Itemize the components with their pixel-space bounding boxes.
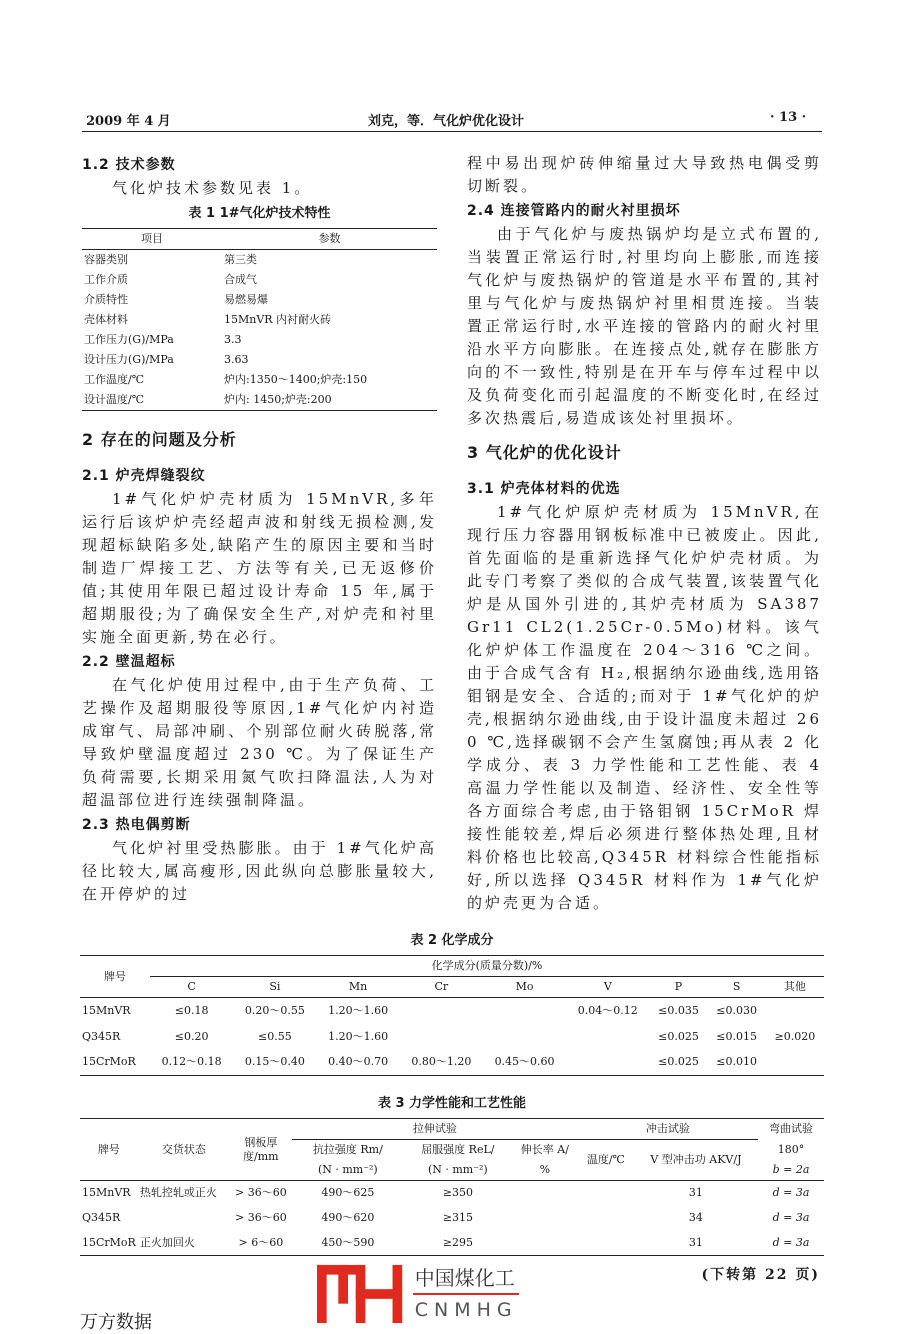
table3-tensile-header: 拉伸试验	[292, 1119, 578, 1140]
table1-cell: 易燃易爆	[224, 293, 268, 306]
section-1-2-heading: 1.2 技术参数	[82, 157, 176, 173]
table2-cell: 1.20～1.60	[328, 1029, 389, 1043]
table3-cell: 15MnVR	[82, 1186, 131, 1200]
table1-cell: 炉内: 1450;炉壳:200	[224, 393, 332, 406]
table3-rel-unit: (N · mm⁻²)	[427, 1163, 488, 1176]
table2-cell: ≤0.025	[658, 1055, 699, 1069]
table3-cell: > 6～60	[238, 1235, 284, 1249]
table3-thickness-header: 钢板厚度/mm	[230, 1119, 292, 1181]
table3-rel-header: 屈服强度 ReL/	[421, 1143, 495, 1156]
table2-cell	[766, 1050, 824, 1076]
table2-group-header: 化学成分(质量分数)/%	[150, 956, 824, 977]
table3-temp-header: 温度/℃	[578, 1140, 634, 1181]
table3-cell: 34	[688, 1211, 703, 1224]
table2-column-header: C	[187, 980, 196, 993]
table3-state-header: 交货状态	[138, 1119, 230, 1181]
section-2-2-heading: 2.2 壁温超标	[82, 654, 176, 670]
table3-a-header: 伸长率 A/	[520, 1143, 569, 1156]
table2-grade-header: 牌号	[80, 956, 150, 998]
section-2-3-heading: 2.3 热电偶剪断	[82, 817, 191, 833]
table2-cell: 0.15～0.40	[244, 1055, 305, 1069]
table2-cell: 0.40～0.70	[328, 1055, 389, 1069]
table2-cell: 1.20～1.60	[328, 1003, 389, 1017]
table3-cell: Q345R	[82, 1211, 121, 1224]
table2-cell	[766, 998, 824, 1024]
table3-cell	[512, 1206, 578, 1231]
table1-row	[82, 370, 437, 390]
section-3-1-text: 1#气化炉原炉壳材质为 15MnVR,在现行压力容器用钢板标准中已被废止。因此,首先面临的是重新选择气化炉炉壳材质。为此专门考察了类似的合成气装置,该装置气化炉是从国外引进的,其炉壳材质为 SA387 Gr11 CL2(1.25Cr-0.5Mo)材料。该气化炉炉体工作温度在 204～316 ℃之间。由于合成气含有 H₂,根据纳尔逊曲线,选用铬钼钢是安全、合适的;而对于 1#气化炉的炉壳,根据纳尔逊曲线,由于设计温度未超过 260 ℃,选择碳钢不会产生氢腐蚀;再从表 2 化学成分、表 3 力学性能和工艺性能、表 4 高温力学性能以及制造、经济性、安全性等各方面综合考虑,由于铬钼钢 15CrMoR 焊接性能较差,焊后必须进行整体热处理,且材料价格也比较高,Q345R 材料综合性能指标好,所以选择 Q345R 材料作为 1#气化炉的炉壳更为合适。	[467, 503, 822, 912]
table1-cell: 设计压力(G)/MPa	[84, 353, 174, 366]
section-1-2-text: 气化炉技术参数见表 1。	[112, 179, 313, 197]
table2-cell: 0.45～0.60	[494, 1055, 555, 1069]
watermark-en: CNMHG	[414, 1299, 518, 1321]
table3-a-unit: %	[539, 1163, 551, 1176]
section-2-1-text: 1#气化炉炉壳材质为 15MnVR,多年运行后该炉炉壳经超声波和射线无损检测,发现超标缺陷多处,缺陷产生的原因主要和当时制造厂焊接工艺、方法等有关,已无返修价值;其使用年限已超过设计寿命 15 年,属于超期服役;为了确保安全生产,对炉壳和衬里实施全面更新,势在必行。	[82, 490, 437, 646]
section-2-3-text: 气化炉衬里受热膨胀。由于 1#气化炉高径比较大,属高瘦形,因此纵向总膨胀量较大,在开停炉的过	[82, 839, 437, 903]
table3-row	[80, 1206, 824, 1231]
table3-cell	[512, 1181, 578, 1206]
table1-cell: 容器类别	[84, 253, 128, 266]
table3-cell: 正火加回火	[139, 1235, 195, 1249]
watermark-rule	[413, 1293, 519, 1295]
table3-cell: d = 3a	[772, 1235, 810, 1249]
table1-cell: 15MnVR 内衬耐火砖	[224, 313, 332, 326]
table-footer-row	[80, 1264, 824, 1334]
table3-cell: > 36～60	[234, 1186, 287, 1200]
table2-column-header: S	[732, 980, 741, 993]
table3-cell: ≥295	[442, 1235, 473, 1249]
table3-rm-unit: (N · mm⁻²)	[317, 1163, 378, 1176]
table2-cell	[483, 1024, 566, 1050]
table2-cell: ≤0.18	[174, 1003, 209, 1017]
table2-cell: ≤0.035	[658, 1003, 699, 1017]
table1-cell: 工作压力(G)/MPa	[84, 333, 174, 346]
table1-cell: 工作介质	[84, 273, 128, 286]
table1-cell: 炉内:1350～1400;炉壳:150	[224, 373, 368, 386]
table1-cell: 第三类	[224, 253, 257, 266]
watermark-logo	[317, 1264, 537, 1324]
table3-cell: 热轧控轧或正火	[139, 1186, 217, 1200]
table2-column-header: Mn	[348, 980, 368, 993]
left-column	[82, 152, 437, 906]
table3-cell: > 36～60	[234, 1211, 287, 1224]
table2-cell	[566, 1050, 649, 1076]
table2-column-header: 其他	[783, 980, 806, 993]
header-date: 2009 年 4 月	[86, 114, 171, 129]
table2-column-header: Si	[269, 980, 281, 993]
table2-column-header: Mo	[515, 980, 534, 993]
table2-column-header: Cr	[434, 980, 449, 993]
table2-cell	[566, 1024, 649, 1050]
table2-row	[80, 998, 824, 1024]
table1-cell: 3.3	[224, 333, 242, 346]
table1-header: 参数	[318, 232, 341, 245]
table3-cell: d = 3a	[772, 1186, 810, 1200]
table2-cell: ≥0.020	[774, 1029, 816, 1043]
section-3-1-heading: 3.1 炉壳体材料的优选	[467, 481, 621, 497]
table2-cell: ≤0.010	[716, 1055, 758, 1069]
table2-cell	[400, 998, 483, 1024]
table3-bend-b: b = 2a	[772, 1163, 810, 1176]
table2-cell: 0.12～0.18	[161, 1055, 222, 1069]
footer-wanfang: 万方数据	[80, 1312, 152, 1333]
table2-caption: 表 2 化学成分	[410, 933, 494, 948]
table2-cell: 15MnVR	[82, 1003, 131, 1017]
table3-cell: 490～625	[321, 1186, 375, 1200]
continued-note: (下转第 22 页)	[701, 1267, 820, 1283]
watermark-cn: 中国煤化工	[414, 1266, 515, 1290]
table2-cell	[483, 998, 566, 1024]
header-rule	[82, 131, 822, 132]
table3-cell: 450～590	[321, 1235, 375, 1249]
table3-cell: ≥315	[442, 1211, 473, 1224]
table3-grade-header: 牌号	[80, 1119, 138, 1181]
table3-bend-header: 弯曲试验	[769, 1122, 813, 1136]
table2-cell: ≤0.20	[174, 1029, 209, 1043]
table1-row	[82, 270, 437, 290]
table1-cell: 3.63	[224, 353, 249, 366]
table2-cell: 0.04～0.12	[577, 1003, 638, 1017]
table3-impact-header: 冲击试验	[578, 1119, 758, 1140]
table2-column-header: V	[603, 980, 612, 993]
table1-row	[82, 330, 437, 350]
table3-akv-header: V 型冲击功 AKV/J	[634, 1140, 758, 1181]
table3-caption: 表 3 力学性能和工艺性能	[377, 1096, 527, 1111]
table3-cell: 15CrMoR	[82, 1235, 136, 1249]
table3-cell	[578, 1231, 634, 1256]
table2-cell: ≤0.030	[716, 1003, 758, 1017]
two-column-body	[82, 152, 822, 915]
table3-cell	[578, 1181, 634, 1206]
table2-row	[80, 1024, 824, 1050]
table2-row	[80, 1050, 824, 1076]
table1-row	[82, 350, 437, 370]
table3-rm-header: 抗拉强度 Rm/	[312, 1143, 383, 1156]
table2-cell	[400, 1024, 483, 1050]
table1-row	[82, 290, 437, 310]
section-2-3-continued: 程中易出现炉砖伸缩量过大导致热电偶受剪切断裂。	[467, 154, 822, 195]
table3-cell: 31	[688, 1186, 703, 1200]
table1-cell: 壳体材料	[84, 313, 128, 326]
table3-row	[80, 1181, 824, 1206]
table3-cell: d = 3a	[772, 1211, 810, 1224]
table2-column-header: P	[674, 980, 683, 993]
table2-cell: ≤0.55	[257, 1029, 292, 1043]
table1-row	[82, 390, 437, 411]
table3-cell: 490～620	[321, 1211, 375, 1224]
table1-caption: 表 1 1#气化炉技术特性	[188, 206, 331, 221]
section-2-2-text: 在气化炉使用过程中,由于生产负荷、工艺操作及超期服役等原因,1#气化炉内衬造成窜气、局部冲刷、个别部位耐火砖脱落,常导致炉壁温度超过 230 ℃。为了保证生产负荷需要,长期采用氮气吹扫降温法,人为对超温部位进行连续强制降温。	[82, 676, 437, 809]
section-2-4-heading: 2.4 连接管路内的耐火衬里损坏	[467, 203, 681, 219]
table2-cell: ≤0.025	[658, 1029, 699, 1043]
table2-cell: Q345R	[82, 1029, 121, 1043]
header-page-number: · 13 ·	[770, 110, 807, 125]
section-2-4-text: 由于气化炉与废热锅炉均是立式布置的,当装置正常运行时,衬里均向上膨胀,而连接气化炉与废热锅炉的管道是水平布置的,其衬里与气化炉与废热锅炉衬里相贯连接。当装置正常运行时,水平连接的管路内的耐火衬里沿水平方向膨胀。在连接点处,就存在膨胀方向的不一致性,特别是在开车与停车过程中以及负荷变化而引起温度的不断变化时,在经过多次热震后,易造成该处衬里损坏。	[467, 225, 822, 427]
table1-cell: 合成气	[224, 273, 257, 286]
right-column	[467, 152, 822, 915]
table2-cell: 0.20～0.55	[244, 1003, 305, 1017]
tables-section	[80, 927, 824, 1334]
table1-cell: 工作温度/℃	[84, 373, 145, 386]
table3-row	[80, 1231, 824, 1256]
table2-cell: 15CrMoR	[82, 1055, 136, 1069]
header-title: 刘克，等．气化炉优化设计	[368, 114, 525, 129]
table2	[80, 955, 824, 1076]
table1-header: 项目	[141, 232, 163, 245]
mh-logo-icon	[317, 1264, 409, 1324]
table2-cell: 0.80～1.20	[411, 1055, 472, 1069]
table1-cell: 设计温度/℃	[84, 393, 145, 406]
table1-cell: 介质特性	[84, 293, 128, 306]
table1	[82, 228, 437, 411]
table1-row	[82, 310, 437, 330]
table3-bend-angle: 180°	[777, 1142, 805, 1156]
section-3-heading: 3 气化炉的优化设计	[467, 443, 622, 462]
table3	[80, 1118, 824, 1256]
section-2-heading: 2 存在的问题及分析	[82, 430, 237, 449]
section-2-1-heading: 2.1 炉壳焊缝裂纹	[82, 468, 206, 484]
table3-cell	[578, 1206, 634, 1231]
table3-cell: ≥350	[442, 1186, 473, 1200]
table1-row	[82, 250, 437, 271]
table3-cell	[138, 1206, 230, 1231]
table2-cell: ≤0.015	[716, 1029, 758, 1043]
table3-cell	[512, 1231, 578, 1256]
table3-cell: 31	[688, 1235, 703, 1249]
